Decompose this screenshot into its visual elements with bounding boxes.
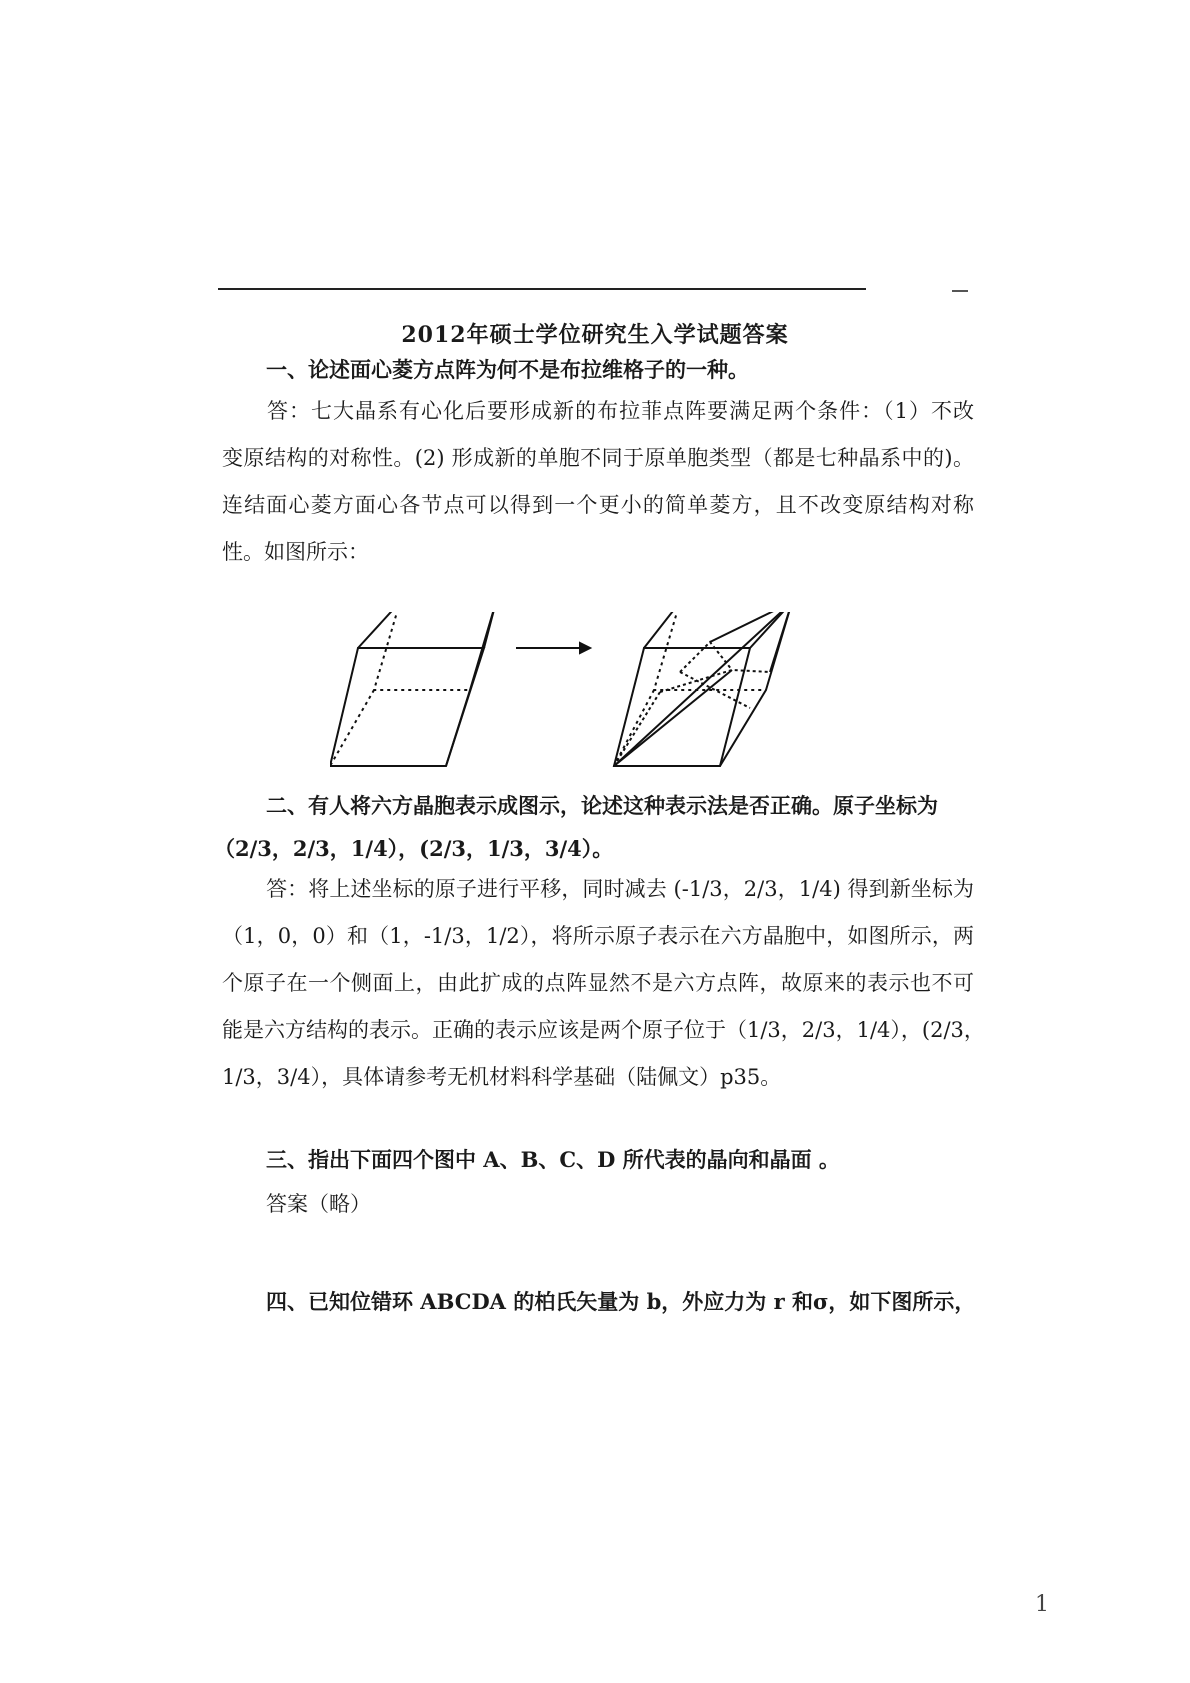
q2-line-4: 能是六方结构的表示。正确的表示应该是两个原子位于（1/3，2/3，1/4），(2/3， [222,1018,985,1042]
rhombohedral-cell-figure [330,612,870,792]
arrow-right-icon [516,643,590,653]
q2-line-1: 答：将上述坐标的原子进行平移，同时减去 (-1/3，2/3，1/4) 得到新坐标为 [266,877,974,901]
page-title: 2012年硕士学位研究生入学试题答案 [401,322,789,348]
q2-line-3: 个原子在一个侧面上，由此扩成的点阵显然不是六方点阵，故原来的表示也不可 [222,971,974,995]
q2-line-2: （1，0，0）和（1，-1/3，1/2），将所示原子表示在六方晶胞中，如图所示，两 [222,924,974,948]
header-rule [218,288,866,290]
q2-heading-line-2: （2/3，2/3，1/4），(2/3，1/3，3/4）。 [214,836,614,861]
q2-heading-line-1: 二、有人将六方晶胞表示成图示，论述这种表示法是否正确。原子坐标为 [266,793,938,818]
q1-line-2: 变原结构的对称性。(2) 形成新的单胞不同于原单胞类型（都是七种晶系中的)。 [222,446,974,470]
q1-line-1: 答：七大晶系有心化后要形成新的布拉菲点阵要满足两个条件：（1）不改 [266,399,974,423]
q2-line-5: 1/3，3/4），具体请参考无机材料科学基础（陆佩文）p35。 [222,1065,782,1089]
page-number: 1 [1035,1592,1049,1617]
left-rhombohedron [330,612,496,766]
q1-heading: 一、论述面心菱方点阵为何不是布拉维格子的一种。 [266,357,749,382]
q4-heading: 四、已知位错环 ABCDA 的柏氏矢量为 b，外应力为 r 和σ，如下图所示， [266,1289,976,1314]
q1-line-3: 连结面心菱方面心各节点可以得到一个更小的简单菱方，且不改变原结构对称 [222,493,974,517]
right-rhombohedron [614,612,792,766]
header-rule-tail [952,290,968,292]
q3-heading: 三、指出下面四个图中 A、B、C、D 所代表的晶向和晶面 。 [266,1147,840,1172]
q3-answer: 答案（略） [266,1192,371,1216]
q1-line-4: 性。如图所示： [222,540,369,564]
